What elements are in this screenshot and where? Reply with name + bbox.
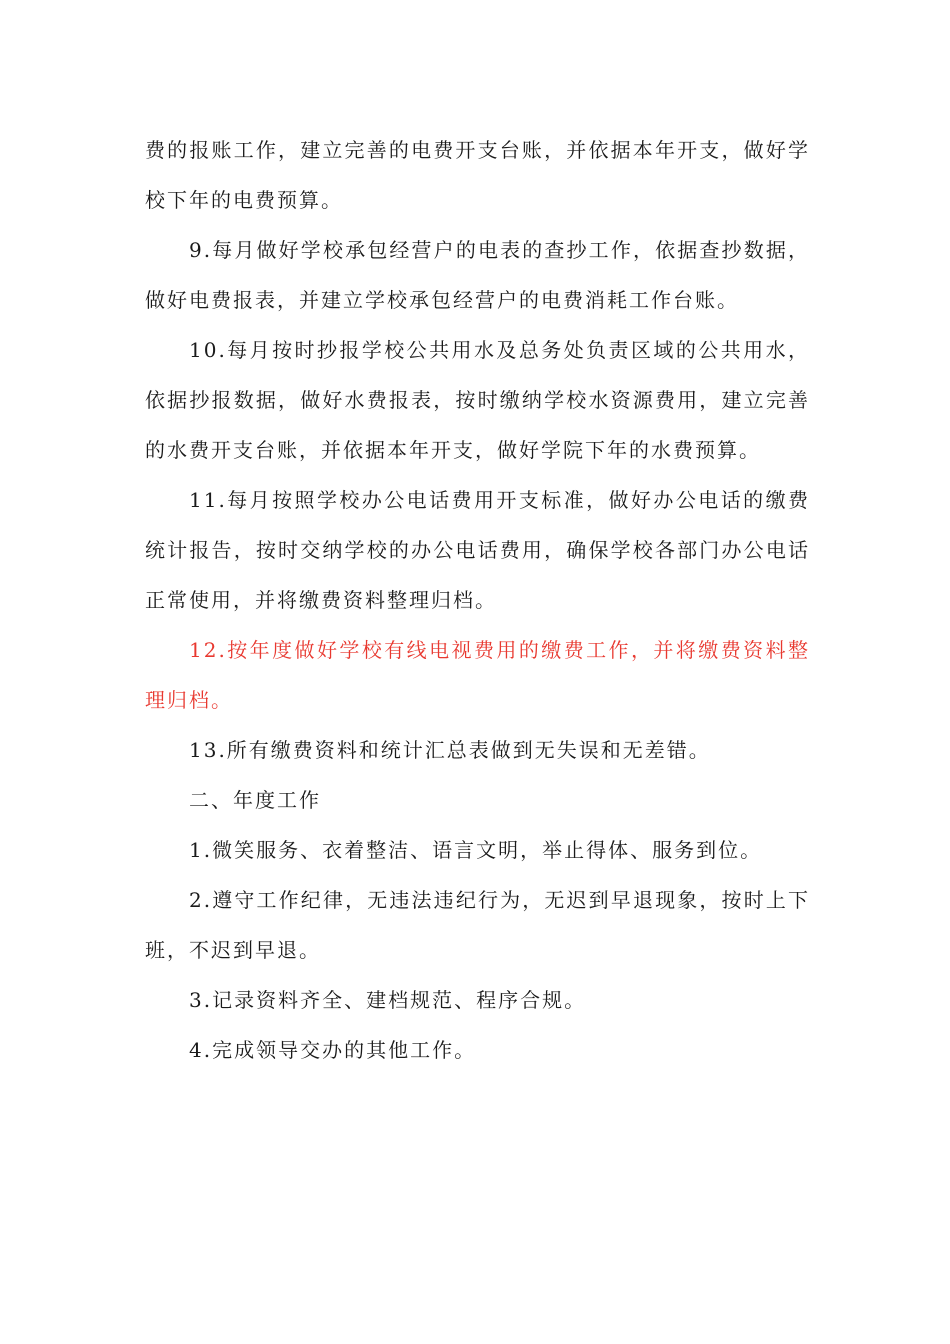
section-heading-annual-work: 二、年度工作 xyxy=(189,788,321,812)
paragraph-item-9: 9.每月做好学校承包经营户的电表的查抄工作，依据查抄数据，做好电费报表，并建立学校承包经营户的电费消耗工作台账。 xyxy=(145,238,810,312)
paragraph-annual-item-4: 4.完成领导交办的其他工作。 xyxy=(189,1038,477,1062)
paragraph-annual-item-3: 3.记录资料齐全、建档规范、程序合规。 xyxy=(189,988,587,1012)
paragraph-annual-item-2: 2.遵守工作纪律，无违法违纪行为，无迟到早退现象，按时上下班，不迟到早退。 xyxy=(145,888,810,962)
paragraph-item-10: 10.每月按时抄报学校公共用水及总务处负责区域的公共用水，依据抄报数据，做好水费报表，按时缴纳学校水资源费用，建立完善的水费开支台账，并依据本年开支，做好学院下年的水费预算。 xyxy=(145,338,810,462)
document-body xyxy=(145,125,810,1075)
paragraph-item-13: 13.所有缴费资料和统计汇总表做到无失误和无差错。 xyxy=(189,738,711,762)
paragraph-annual-item-1: 1.微笑服务、衣着整洁、语言文明，举止得体、服务到位。 xyxy=(189,838,763,862)
paragraph-item-11: 11.每月按照学校办公电话费用开支标准，做好办公电话的缴费统计报告，按时交纳学校的办公电话费用，确保学校各部门办公电话正常使用，并将缴费资料整理归档。 xyxy=(145,488,810,612)
paragraph-item-12-highlighted: 12.按年度做好学校有线电视费用的缴费工作，并将缴费资料整理归档。 xyxy=(145,638,810,712)
paragraph-electricity-continued: 费的报账工作，建立完善的电费开支台账，并依据本年开支，做好学校下年的电费预算。 xyxy=(145,138,810,212)
